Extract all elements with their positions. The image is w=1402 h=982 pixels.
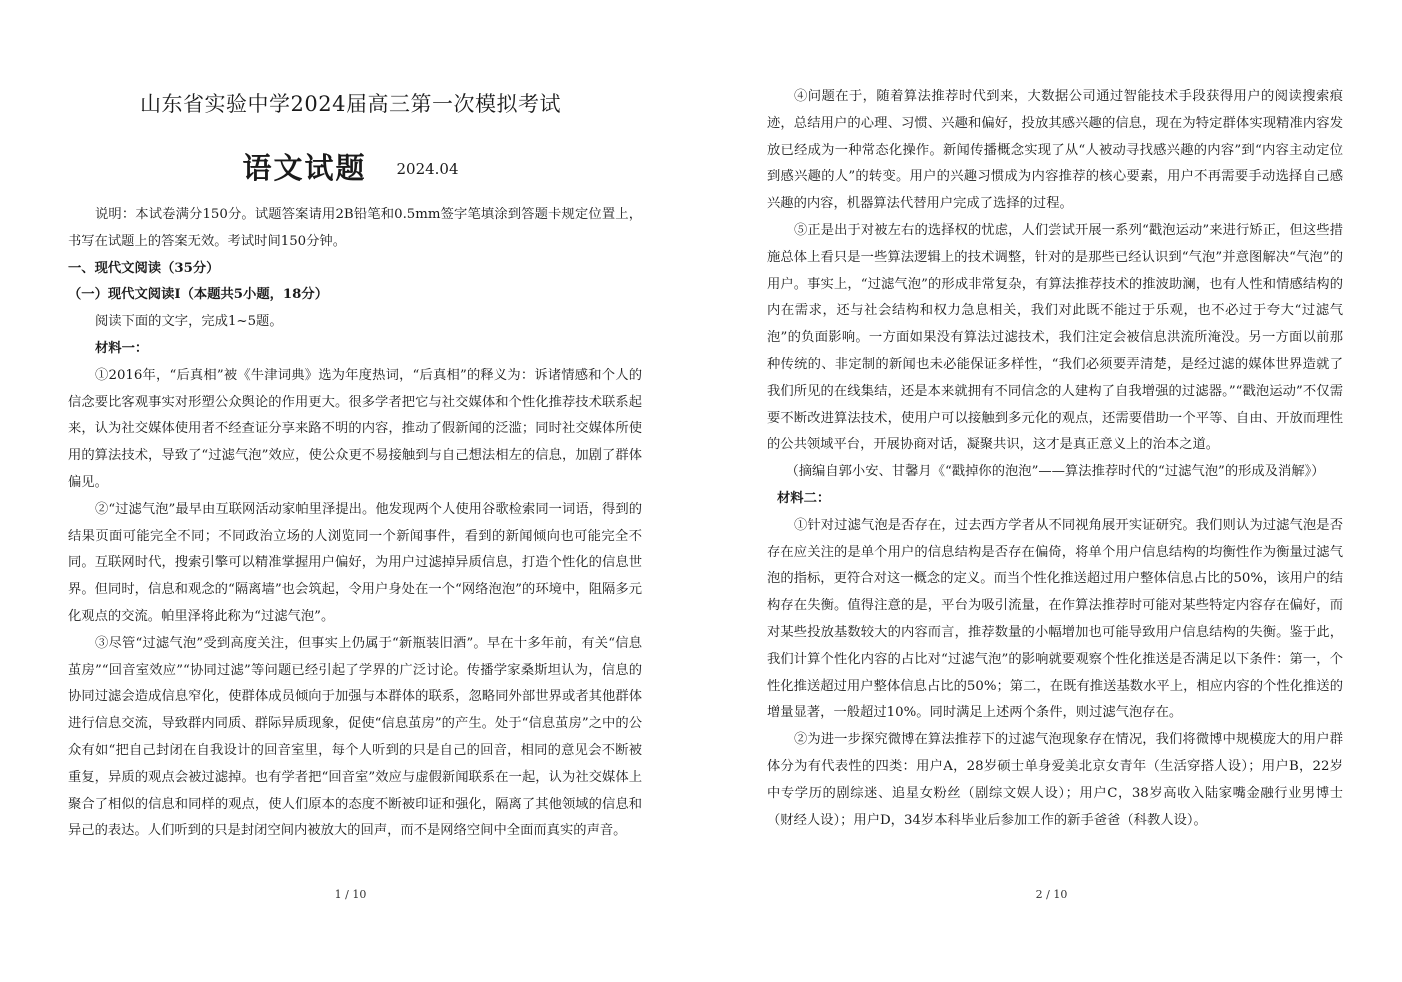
paragraph-5: ⑤正是出于对被左右的选择权的忧虑，人们尝试开展一系列“戳泡运动”来进行矫正，但这些措施总体上看只是一些算法逻辑上的技术调整，针对的是那些已经认识到“气泡”并意图解决“气泡”的用户。事实上，“过滤气泡”的形成非常复杂，有算法推荐技术的推波助澜，也有人性和情感结构的内在需求，还与社会结构和权力急息相关，我们对此既不能过于乐观，也不必过于夸大“过滤气泡”的负面影响。一方面如果没有算法过滤技术，我们注定会被信息洪流所淹没。另一方面以前那种传统的、非定制的新闻也未必能保证多样性，“我们必须要弄清楚，是经过滤的媒体世界造就了我们所见的在线集结，还是本来就拥有不同信念的人建构了自我增强的过滤器。”“戳泡运动”不仅需要不断改进算法技术，使用户可以接触到多元化的观点，还需要借助一个平等、自由、开放而理性的公共领域平台，开展协商对话，凝聚共识，这才是真正意义上的治本之道。	[767, 222, 1343, 453]
left-column	[68, 202, 642, 845]
paragraph-7: ②为进一步探究微博在算法推荐下的过滤气泡现象存在情况，我们将微博中规模庞大的用户群体分为有代表性的四类：用户A，28岁硕士单身爱美北京女青年（生活穿搭人设）；用户B，22岁中专学历的剧综迷、追星女粉丝（剧综文娱人设）；用户C，38岁高收入陆家嘴金融行业男博士（财经人设）；用户D，34岁本科毕业后参加工作的新手爸爸（科教人设）。	[767, 732, 1343, 828]
page-number: 1 / 10	[334, 888, 367, 901]
exam-date: 2024.04	[396, 160, 459, 178]
paragraph-1: ①2016年，“后真相”被《牛津词典》选为年度热词，“后真相”的释义为：诉诸情感和个人的信念要比客观事实对形塑公众舆论的作用更大。很多学者把它与社交媒体和个性化推荐技术联系起来，认为社交媒体使用者不经查证分享来路不明的内容，推动了假新闻的泛滥；同时社交媒体所使用的算法技术，导致了“过滤气泡”效应，使公众更不易接触到与自己想法相左的信息，加剧了群体偏见。	[68, 367, 642, 490]
right-column	[767, 84, 1343, 834]
subsection-heading: （一）现代文阅读Ⅰ（本题共5小题，18分）	[68, 287, 329, 303]
source-citation: （摘编自郭小安、甘馨月《“戳掉你的泡泡”——算法推荐时代的“过滤气泡”的形成及消解》）	[785, 464, 1325, 480]
read-prompt: 阅读下面的文字，完成1~5题。	[95, 314, 283, 330]
paragraph-6: ①针对过滤气泡是否存在，过去西方学者从不同视角展开实证研究。我们则认为过滤气泡是否存在应关注的是单个用户的信息结构是否存在偏倚，将单个用户信息结构的均衡性作为衡量过滤气泡的指标，更符合对这一概念的定义。而当个性化推送超过用户整体信息占比的50%，该用户的结构存在失衡。值得注意的是，平台为吸引流量，在作算法推荐时可能对某些特定内容存在偏好，而对某些投放基数较大的内容而言，推荐数量的小幅增加也可能导致用户信息结构的失衡。鉴于此，我们计算个性化内容的占比对“过滤气泡”的影响就要观察个性化推送是否满足以下条件：第一，个性化推送超过用户整体信息占比的50%；第二，在既有推送基数水平上，相应内容的个性化推送的增量显著，一般超过10%。同时满足上述两个条件，则过滤气泡存在。	[767, 517, 1343, 721]
exam-title: 山东省实验中学2024届高三第一次模拟考试	[140, 92, 561, 116]
subject-title: 语文试题	[242, 151, 367, 185]
paragraph-4: ④问题在于，随着算法推荐时代到来，大数据公司通过智能技术手段获得用户的阅读搜索痕迹，总结用户的心理、习惯、兴趣和偏好，投放其感兴趣的信息，现在为特定群体实现精准内容发放已经成为一种常态化操作。新闻传播概念实现了从“人被动寻找感兴趣的内容”到“内容主动定位到感兴趣的人”的转变。用户的兴趣习惯成为内容推荐的核心要素，用户不再需要手动选择自己感兴趣的内容，机器算法代替用户完成了选择的过程。	[767, 89, 1343, 212]
exam-subtitle	[0, 146, 701, 187]
instructions: 说明：本试卷满分150分。试题答案请用2B铅笔和0.5mm签字笔填涂到答题卡规定位置上，书写在试题上的答案无效。考试时间150分钟。	[68, 207, 642, 249]
page-number: 2 / 10	[1035, 888, 1068, 901]
right-page	[701, 0, 1402, 982]
material-two-label: 材料二：	[777, 490, 831, 506]
paragraph-3: ③尽管“过滤气泡”受到高度关注，但事实上仍属于“新瓶装旧酒”。早在十多年前，有关“信息茧房”“回音室效应”“协同过滤”等问题已经引起了学界的广泛讨论。传播学家桑斯坦认为，信息的协同过滤会造成信息窄化，使群体成员倾向于加强与本群体的联系，忽略同外部世界或者其他群体进行信息交流，导致群内同质、群际异质现象，促使“信息茧房”的产生。处于“信息茧房”之中的公众有如“把自己封闭在自我设计的回音室里，每个人听到的只是自己的回音，相同的意见会不断被重复，异质的观点会被过滤掉。也有学者把“回音室”效应与虚假新闻联系在一起，认为社交媒体上聚合了相似的信息和同样的观点，使人们原本的态度不断被印证和强化，隔离了其他领域的信息和异己的表达。人们听到的只是封闭空间内被放大的回声，而不是网络空间中全面而真实的声音。	[68, 635, 642, 839]
paragraph-2: ②“过滤气泡”最早由互联网活动家帕里泽提出。他发现两个人使用谷歌检索同一词语，得到的结果页面可能完全不同；不同政治立场的人浏览同一个新闻事件，看到的新闻倾向也可能完全不同。互联网时代，搜索引擎可以精准掌握用户偏好，为用户过滤掉异质信息，打造个性化的信息世界。但同时，信息和观念的“隔离墙”也会筑起，令用户身处在一个“网络泡泡”的环境中，阻隔多元化观点的交流。帕里泽将此称为“过滤气泡”。	[68, 501, 642, 624]
material-one-label: 材料一：	[95, 340, 149, 356]
section-heading: 一、现代文阅读（35分）	[68, 260, 220, 276]
